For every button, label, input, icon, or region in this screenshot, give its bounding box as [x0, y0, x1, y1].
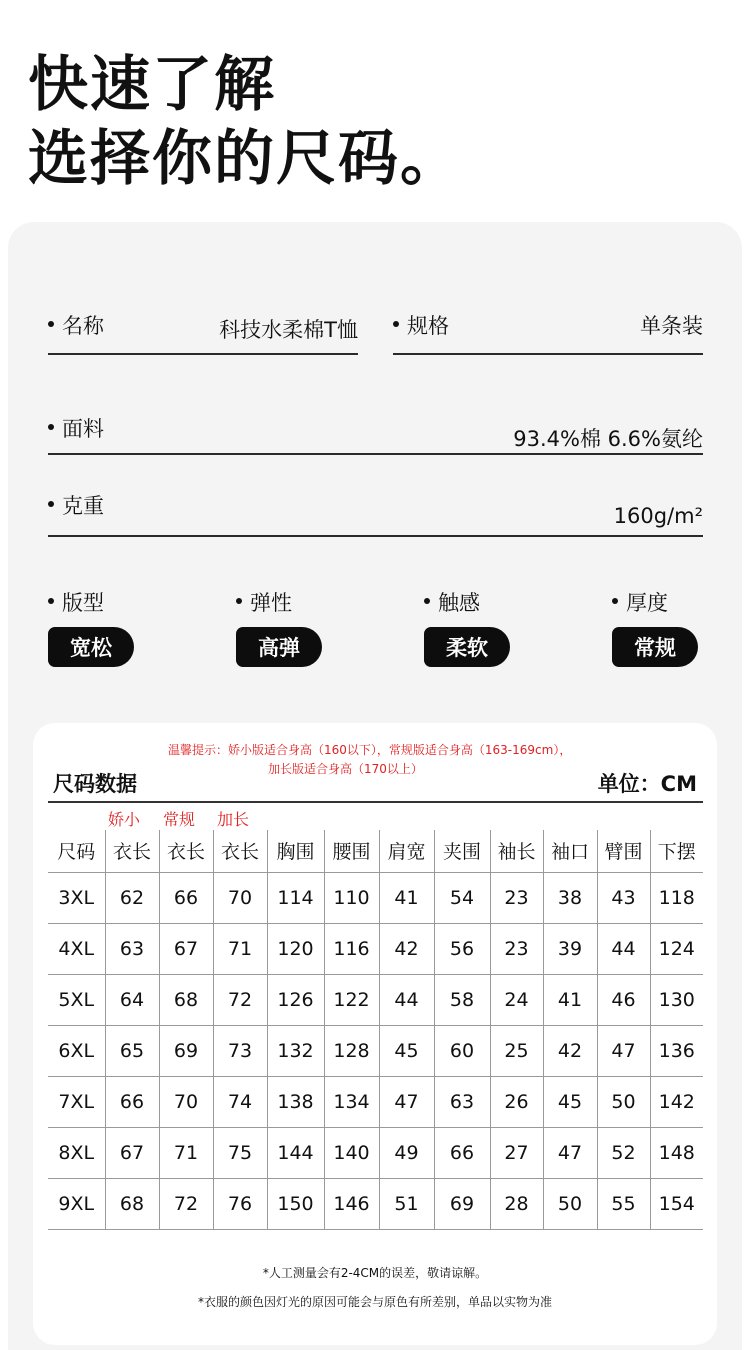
table-cell: 46	[597, 974, 650, 1025]
table-cell: 39	[543, 923, 597, 974]
table-cell: 69	[159, 1025, 213, 1076]
table-cell: 41	[543, 974, 597, 1025]
table-cell: 71	[159, 1127, 213, 1178]
table-cell: 65	[105, 1025, 159, 1076]
table-cell: 132	[267, 1025, 324, 1076]
name-field	[48, 310, 358, 356]
header-length-regular: 衣长	[159, 830, 213, 872]
table-cell: 47	[597, 1025, 650, 1076]
header-arm: 臂围	[597, 830, 650, 872]
spec-field	[393, 310, 703, 356]
bullet-icon	[48, 501, 54, 507]
table-cell: 148	[650, 1127, 703, 1178]
size-label-cell: 7XL	[58, 1090, 95, 1113]
fabric-value: 93.4%棉 6.6%氨纶	[513, 427, 703, 451]
table-cell: 60	[434, 1025, 490, 1076]
name-label: 名称	[62, 314, 104, 338]
header-cuff: 袖口	[543, 830, 597, 872]
spec-label-wrap	[393, 310, 449, 340]
table-cell: 25	[490, 1025, 543, 1076]
table-row	[48, 1025, 703, 1076]
header-length-long: 衣长	[213, 830, 267, 872]
table-cell: 70	[213, 872, 267, 923]
table-cell: 116	[324, 923, 379, 974]
table-cell: 138	[267, 1076, 324, 1127]
table-cell: 50	[543, 1178, 597, 1229]
attr-elasticity	[236, 587, 322, 667]
table-cell: 75	[213, 1127, 267, 1178]
table-cell: 62	[105, 872, 159, 923]
table-cell: 126	[267, 974, 324, 1025]
variant-long: 加长	[217, 810, 250, 829]
table-cell: 51	[379, 1178, 434, 1229]
table-cell: 56	[434, 923, 490, 974]
table-cell: 120	[267, 923, 324, 974]
table-row	[48, 974, 703, 1025]
table-cell: 68	[159, 974, 213, 1025]
size-label-cell: 3XL	[58, 886, 95, 909]
divider	[48, 453, 703, 455]
table-cell: 38	[543, 872, 597, 923]
attr-fit-label: 版型	[62, 591, 104, 615]
fabric-label-wrap	[48, 413, 104, 443]
table-cell: 66	[105, 1076, 159, 1127]
fabric-label: 面料	[62, 417, 104, 441]
header-hem: 下摆	[650, 830, 703, 872]
divider	[48, 353, 358, 355]
table-cell: 64	[105, 974, 159, 1025]
table-cell: 110	[324, 872, 379, 923]
size-chart-card	[33, 723, 717, 1345]
table-cell: 45	[543, 1076, 597, 1127]
attr-thickness	[612, 587, 698, 667]
table-row	[48, 1178, 703, 1229]
name-value: 科技水柔棉T恤	[219, 318, 358, 342]
table-cell: 142	[650, 1076, 703, 1127]
table-cell: 24	[490, 974, 543, 1025]
table-cell: 114	[267, 872, 324, 923]
attr-fit-badge: 宽松	[48, 627, 134, 667]
table-cell: 72	[213, 974, 267, 1025]
table-cell: 44	[597, 923, 650, 974]
header-shoulder: 肩宽	[379, 830, 434, 872]
spec-label: 规格	[407, 314, 449, 338]
bullet-icon	[48, 321, 54, 327]
attr-touch-label: 触感	[438, 591, 480, 615]
weight-label-wrap	[48, 490, 104, 520]
header-size: 尺码	[57, 841, 96, 864]
size-label-cell: 6XL	[58, 1039, 95, 1062]
size-label-cell: 4XL	[58, 937, 95, 960]
table-cell: 122	[324, 974, 379, 1025]
divider	[48, 535, 703, 537]
bullet-icon	[393, 321, 399, 327]
table-cell: 43	[597, 872, 650, 923]
table-cell: 47	[379, 1076, 434, 1127]
table-cell: 63	[434, 1076, 490, 1127]
header-length-petite: 衣长	[105, 830, 159, 872]
variant-regular: 常规	[163, 810, 196, 829]
size-chart-title: 尺码数据	[53, 772, 137, 796]
table-cell: 150	[267, 1178, 324, 1229]
size-label-cell: 9XL	[58, 1192, 95, 1215]
table-cell: 49	[379, 1127, 434, 1178]
bullet-icon	[424, 598, 430, 604]
table-cell: 69	[434, 1178, 490, 1229]
table-cell: 44	[379, 974, 434, 1025]
headline	[28, 48, 462, 196]
table-cell: 67	[105, 1127, 159, 1178]
table-cell: 58	[434, 974, 490, 1025]
bullet-icon	[48, 598, 54, 604]
fabric-field	[48, 413, 703, 459]
height-tip-line-1: 温馨提示：娇小版适合身高（160以下），常规版适合身高（163-169cm），	[168, 743, 572, 757]
table-cell: 154	[650, 1178, 703, 1229]
table-cell: 72	[159, 1178, 213, 1229]
table-cell: 144	[267, 1127, 324, 1178]
table-cell: 63	[105, 923, 159, 974]
table-row	[48, 1127, 703, 1178]
table-cell: 55	[597, 1178, 650, 1229]
table-cell: 146	[324, 1178, 379, 1229]
attr-touch	[424, 587, 510, 667]
table-cell: 130	[650, 974, 703, 1025]
table-cell: 42	[543, 1025, 597, 1076]
bullet-icon	[48, 424, 54, 430]
table-cell: 41	[379, 872, 434, 923]
table-cell: 76	[213, 1178, 267, 1229]
header-armhole: 夹围	[434, 830, 490, 872]
size-label-cell: 8XL	[58, 1141, 95, 1164]
table-cell: 124	[650, 923, 703, 974]
table-cell: 47	[543, 1127, 597, 1178]
table-cell: 66	[434, 1127, 490, 1178]
table-row	[48, 1076, 703, 1127]
table-cell: 134	[324, 1076, 379, 1127]
attr-thickness-badge: 常规	[612, 627, 698, 667]
table-cell: 68	[105, 1178, 159, 1229]
table-cell: 23	[490, 923, 543, 974]
table-cell: 54	[434, 872, 490, 923]
table-cell: 140	[324, 1127, 379, 1178]
table-cell: 42	[379, 923, 434, 974]
name-label-wrap	[48, 310, 104, 340]
table-cell: 45	[379, 1025, 434, 1076]
table-header-row	[48, 830, 703, 872]
table-cell: 23	[490, 872, 543, 923]
color-note: *衣服的颜色因灯光的原因可能会与原色有所差别，单品以实物为准	[197, 1295, 552, 1309]
headline-line-2: 选择你的尺码。	[28, 124, 462, 194]
attr-fit	[48, 587, 134, 667]
table-cell: 70	[159, 1076, 213, 1127]
table-cell: 73	[213, 1025, 267, 1076]
spec-value: 单条装	[640, 314, 703, 338]
weight-field	[48, 490, 703, 540]
table-cell: 74	[213, 1076, 267, 1127]
attr-thickness-label: 厚度	[626, 591, 668, 615]
weight-value: 160g/m²	[613, 504, 703, 528]
bullet-icon	[612, 598, 618, 604]
size-chart-unit: 单位：CM	[597, 772, 697, 796]
header-waist: 腰围	[324, 830, 379, 872]
table-cell: 136	[650, 1025, 703, 1076]
variant-petite: 娇小	[108, 810, 141, 829]
divider	[48, 801, 703, 803]
attr-elasticity-badge: 高弹	[236, 627, 322, 667]
attr-touch-badge: 柔软	[424, 627, 510, 667]
divider	[393, 353, 703, 355]
header-sleeve-length: 袖长	[490, 830, 543, 872]
table-cell: 118	[650, 872, 703, 923]
measurement-note: *人工测量会有2-4CM的误差，敬请谅解。	[262, 1266, 488, 1280]
size-table	[48, 830, 703, 1230]
attr-elasticity-label: 弹性	[250, 591, 292, 615]
height-tip-line-2: 加长版适合身高（170以上）	[268, 762, 423, 776]
table-cell: 71	[213, 923, 267, 974]
table-row	[48, 923, 703, 974]
table-cell: 27	[490, 1127, 543, 1178]
weight-label: 克重	[62, 494, 104, 518]
table-cell: 67	[159, 923, 213, 974]
bullet-icon	[236, 598, 242, 604]
table-cell: 66	[159, 872, 213, 923]
table-cell: 50	[597, 1076, 650, 1127]
table-cell: 28	[490, 1178, 543, 1229]
table-cell: 128	[324, 1025, 379, 1076]
header-chest: 胸围	[267, 830, 324, 872]
table-row	[48, 872, 703, 923]
table-cell: 26	[490, 1076, 543, 1127]
size-label-cell: 5XL	[58, 988, 95, 1011]
table-cell: 52	[597, 1127, 650, 1178]
headline-line-1: 快速了解	[28, 50, 276, 120]
